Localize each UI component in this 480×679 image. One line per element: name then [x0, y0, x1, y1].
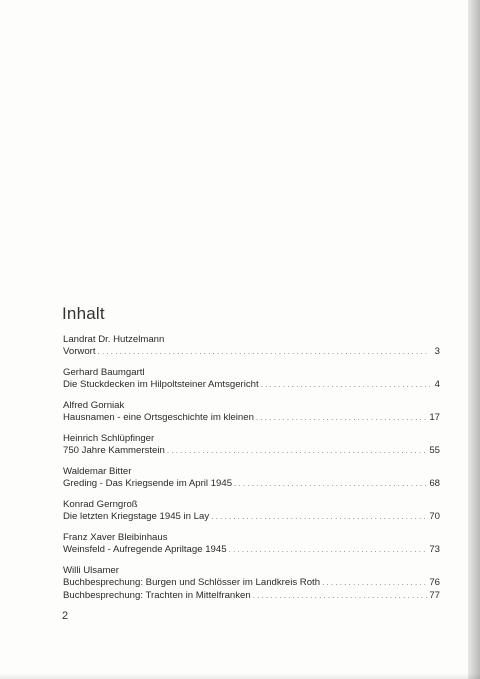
toc-line	[63, 379, 440, 392]
page-title: Inhalt	[62, 304, 105, 323]
toc-author: Waldemar Bitter	[63, 466, 132, 477]
toc-page: 73	[429, 544, 440, 555]
toc-line	[63, 346, 440, 359]
toc-page: 76	[429, 577, 440, 588]
toc-page: 77	[429, 590, 440, 601]
dot-leader	[229, 544, 428, 556]
dot-leader	[253, 590, 428, 602]
toc-line	[63, 511, 440, 524]
dot-leader	[322, 577, 427, 589]
toc-author: Franz Xaver Bleibinhaus	[63, 532, 168, 543]
toc-line	[63, 478, 440, 491]
toc-author: Gerhard Baumgartl	[63, 367, 145, 378]
toc-page: 4	[434, 379, 440, 390]
toc-title: Buchbesprechung: Burgen und Schlösser im Landkreis Roth	[63, 577, 321, 588]
toc-title: 750 Jahre Kammerstein	[63, 445, 165, 456]
dot-leader	[261, 379, 430, 391]
toc-title: Vorwort	[63, 346, 96, 357]
toc-page: 68	[429, 478, 440, 489]
toc-line	[63, 544, 440, 557]
page-number: 2	[62, 610, 69, 622]
toc-title: Die Stuckdecken im Hilpoltsteiner Amtsgericht	[63, 379, 259, 390]
toc-entry	[63, 334, 440, 359]
page-bottom-edge	[0, 673, 480, 679]
dot-leader	[98, 346, 430, 358]
toc-line	[63, 590, 440, 603]
toc-page: 55	[429, 445, 440, 456]
toc-author: Willi Ulsamer	[63, 565, 119, 576]
toc-entry	[63, 433, 440, 458]
toc-entry	[63, 367, 440, 392]
toc-entry	[63, 532, 440, 557]
toc-author: Alfred Gorniak	[63, 400, 125, 411]
toc-title: Weinsfeld - Aufregende Apriltage 1945	[63, 544, 227, 555]
toc-title: Die letzten Kriegstage 1945 in Lay	[63, 511, 210, 522]
toc-author: Heinrich Schlüpfinger	[63, 433, 155, 444]
toc-line	[63, 445, 440, 458]
toc-title: Buchbesprechung: Trachten in Mittelfranken	[63, 590, 251, 601]
toc-entry	[63, 400, 440, 425]
toc-title: Greding - Das Kriegsende im April 1945	[63, 478, 233, 489]
toc-entry	[63, 565, 440, 603]
toc-title: Hausnamen - eine Ortsgeschichte im kleinen	[63, 412, 254, 423]
toc-author: Landrat Dr. Hutzelmann	[63, 334, 165, 345]
dot-leader	[211, 511, 427, 523]
toc-entry	[63, 466, 440, 491]
toc-page: 70	[429, 511, 440, 522]
dot-leader	[256, 412, 427, 424]
toc-line	[63, 412, 440, 425]
page-edge	[468, 0, 480, 679]
dot-leader	[234, 478, 427, 490]
table-of-contents	[63, 334, 440, 605]
toc-page: 3	[434, 346, 440, 357]
toc-page: 17	[429, 412, 440, 423]
toc-line	[63, 577, 440, 590]
dot-leader	[167, 445, 427, 457]
toc-author: Konrad Gerngroß	[63, 499, 138, 510]
toc-entry	[63, 499, 440, 524]
